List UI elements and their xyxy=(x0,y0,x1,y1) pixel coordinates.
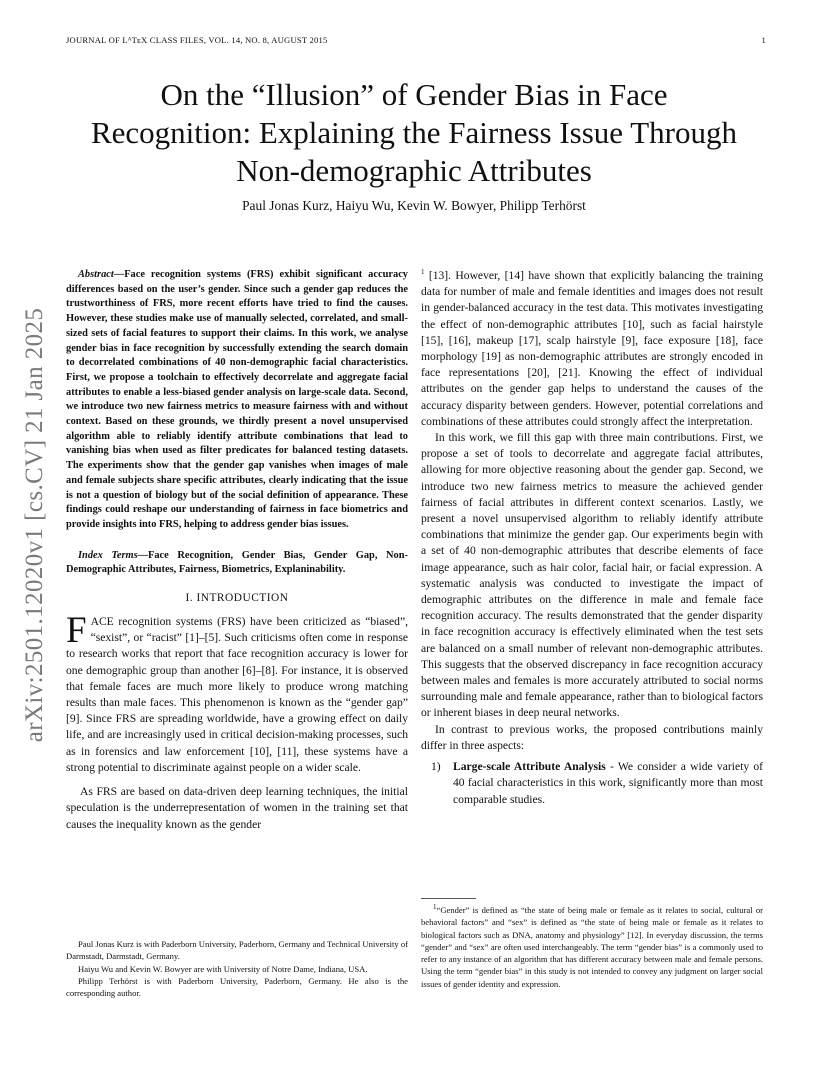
paper-title xyxy=(50,76,778,190)
intro-paragraph-2-continued-text: [13]. However, [14] have shown that explicitly balancing the training data for number of male and female identities and images does not result in gender-balanced accuracy in the test data. This motivates investigating the effect of non-demographic attributes [10], such as facial hairstyle [15], [16], makeup [17], scalp hairstyle [9], face exposure [18], face morphology [19] as non-demographic attributes are strongly encoded in face representations [20], [21]. Knowing the effect of individual attributes on the gender gap helps to understand the causes of the accuracy disparity between genders. However, potential correlations and combinations of these attributes could strongly affect the interpretation. xyxy=(421,269,763,428)
section-heading: I. INTRODUCTION xyxy=(185,592,289,605)
abstract-label: Abstract xyxy=(78,269,114,280)
abstract xyxy=(66,268,408,533)
intro-paragraph-1 xyxy=(66,610,408,776)
running-head-text: JOURNAL OF LᴬTᴇX CLASS FILES, VOL. 14, NO. 8, AUGUST 2015 xyxy=(66,35,328,45)
intro-paragraph-3: In this work, we fill this gap with three main contributions. First, we propose a set of tools to decorrelate and aggregate facial attributes, allowing for more objective reasoning about the gender gap. Second, we introduce two new fairness metrics to measure the achieved gender fairness of facial attributes in different context scenarios. Lastly, we present a novel unsupervised algorithm to reliably identify attribute combinations that minimize the gender gap. Our experiments begin with a set of 40 non-demographic attributes that describe elements of face image appearance, such as hair color, facial hair, or facial expression. A systematic analysis was conducted to investigate the impact of demographic attributes on the difference in male and female face recognition accuracy. The results demonstrated that the gender disparity in face recognition accuracy is effectively eliminated when the test sets are balanced on a small number of relevant non-demographic attributes. This suggests that the observed discrepancy in face recognition accuracy between males and females is more accurately attributed to social norms surrounding male and female appearance, rather than to biological factors or inherent biases in deep neural networks. xyxy=(421,431,763,720)
right-column xyxy=(421,268,763,808)
abstract-text: —Face recognition systems (FRS) exhibit significant accuracy differences based on the user’s gender. Since such a gender gap reduces the trustworthiness of FRS, more recent efforts have tried to find the causes. However, these studies make use of manually selected, correlated, and small-sized sets of facial features to support their claims. In this work, we analyse gender bias in face recognition by successfully extending the search domain to decorrelated combinations of 40 non-demographic facial characteristics. First, we propose a toolchain to effectively decorrelate and aggregate facial attributes to enable a less-biased gender analysis on large-scale data. Second, we introduce two new fairness metrics to measure fairness with and without context. Based on these grounds, we thirdly present a novel unsupervised algorithm able to reliably identify attribute combinations that lead to vanishing bias when used as filter predicates for balanced testing datasets. The experiments show that the gender gap vanishes when images of male and female subjects share specific attributes, clearly indicating that the issue is not a question of biology but of the social definition of appearance. These findings could reshape our understanding of fairness in face biometrics and provide insights into FRS, helping to address gender bias issues. xyxy=(66,269,408,530)
list-item-number: 1) xyxy=(431,760,441,774)
title-line-1: On the “Illusion” of Gender Bias in Face xyxy=(160,77,668,112)
affiliation-1: Paul Jonas Kurz is with Paderborn University, Paderborn, Germany and Technical University of Darmstadt, Darmstadt, Germany. xyxy=(66,939,408,962)
contribution-list-item xyxy=(421,759,763,808)
running-head xyxy=(66,35,766,45)
left-column xyxy=(66,268,408,833)
intro-paragraph-4: In contrast to previous works, the proposed contributions mainly differ in three aspects: xyxy=(421,722,763,752)
list-item-body: - We consider a wide variety of 40 facial characteristics in this work, significantly more than most comparable studies. xyxy=(453,760,764,806)
index-terms xyxy=(66,549,408,578)
footnote-gender-definition xyxy=(421,904,763,990)
author-list: Paul Jonas Kurz, Haiyu Wu, Kevin W. Bowyer, Philipp Terhörst xyxy=(242,198,586,213)
footnote-mark: 1 xyxy=(433,903,437,912)
arxiv-stamp xyxy=(20,290,50,760)
index-terms-label: Index Terms xyxy=(78,549,138,561)
list-item-text xyxy=(453,759,763,808)
title-line-3: Non-demographic Attributes xyxy=(236,153,592,188)
affiliation-footnote xyxy=(66,938,408,999)
intro-paragraph-2-continued xyxy=(421,268,763,430)
footnote-1-text: “Gender” is defined as “the state of being male or female as it relates to social, cultural or behavioral factors” and “sex” is defined as “the state of being male or female as it relates to biological factors such as DNA, anatomy and physiology” [12]. In everyday discussion, the terms “gender” and “sex” are often used interchangeably. The term “gender bias” is a commonly used to refer to any instance of an algorithm that has different accuracy between male and female persons. Using the term “gender bias” in this study is not intended to convey any judgment on larger social issues of gender identity and expression. xyxy=(421,905,763,989)
affiliation-2: Haiyu Wu and Kevin W. Bowyer are with University of Notre Dame, Indiana, USA. xyxy=(78,963,368,974)
affiliation-3: Philipp Terhörst is with Paderborn University, Paderborn, Germany. He also is the corresponding author. xyxy=(66,975,408,999)
index-terms-text: —Face Recognition, Gender Bias, Gender Gap, Non-Demographic Attributes, Fairness, Biometrics, Explaninability. xyxy=(66,549,408,576)
page-number: 1 xyxy=(761,35,766,45)
title-line-2: Recognition: Explaining the Fairness Issue Through xyxy=(90,115,738,150)
intro-paragraph-2: As FRS are based on data-driven deep learning techniques, the initial speculation is the underrepresentation of women in the training set that causes the inequality known as the gender xyxy=(66,785,408,831)
footnote-1 xyxy=(421,904,763,990)
footnote-ref[interactable]: 1 xyxy=(421,268,425,277)
footnote-rule xyxy=(421,898,476,899)
arxiv-stamp-text: arXiv:2501.12020v1 [cs.CV] 21 Jan 2025 xyxy=(21,307,48,743)
drop-cap: F xyxy=(66,610,87,652)
intro-paragraph-1-text: ACE recognition systems (FRS) have been criticized as “biased”, “sexist”, or “racist” [1]–[5]. Such criticisms often come in response to research works that report that face recognition accuracy is lower for one demographic group than another [6]–[8]. For instance, it is observed that female faces are much more likely to produce wrong matching results than male faces. This phenomenon is known as the “gender gap” [9]. Since FRS are spreading worldwide, have a growing effect on daily life, and are increasingly used in critical decision-making processes, such as in forensics and law enforcement [10], [11], these systems have a strong potential to discriminate against people on a wider scale. xyxy=(66,615,408,774)
list-item-bold: Large-scale Attribute Analysis xyxy=(453,760,606,774)
